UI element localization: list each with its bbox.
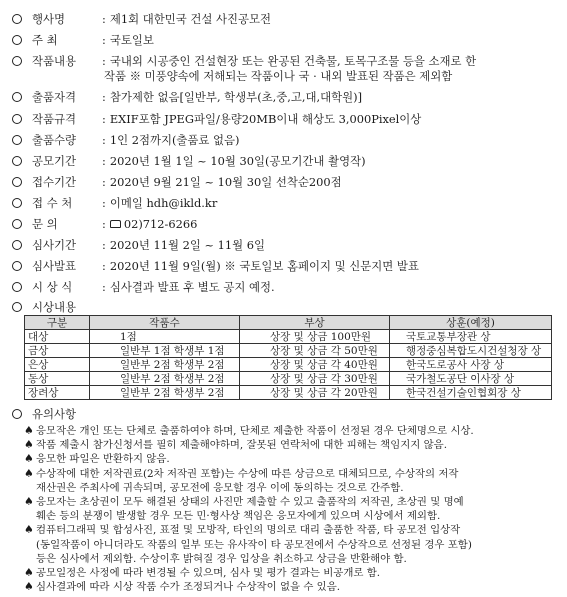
table-cell: 상장 및 상금 각 20만원: [240, 386, 390, 400]
table-row: [25, 372, 552, 386]
notes-heading: 유의사항: [32, 407, 77, 421]
circle-bullet-icon: [12, 302, 22, 312]
table-cell: 일반부 1점 학생부 1점: [90, 344, 240, 358]
note-item: ♠ 응모한 파일은 반환하지 않음.: [24, 452, 170, 466]
note-item-continued: 재산권은 주최사에 귀속되며, 공모전에 응모할 경우 이에 동의하는 것으로 간주함.: [36, 481, 404, 494]
info-label: 심사기간: [32, 238, 77, 252]
circle-bullet-icon: [12, 56, 22, 66]
table-header: 구분: [25, 316, 90, 330]
info-row-announcement: 심사발표 : 2020년 11월 9일(월) ※ 국토일보 홈페이지 및 신문지면 발표: [12, 259, 419, 273]
phone-icon: [110, 220, 121, 228]
circle-bullet-icon: [12, 219, 22, 229]
info-value: 이메일 hdh@ikld.kr: [109, 196, 218, 210]
info-value: 제1회 대한민국 건설 사진공모전: [109, 12, 271, 26]
circle-bullet-icon: [12, 261, 22, 271]
circle-bullet-icon: [12, 177, 22, 187]
table-row: [25, 358, 552, 372]
info-row-ceremony: 시 상 식 : 심사결과 발표 후 별도 공지 예정.: [12, 280, 275, 294]
circle-bullet-icon: [12, 156, 22, 166]
table-cell: 금상: [25, 344, 90, 358]
table-header: 작품수: [90, 316, 240, 330]
info-value: 2020년 11월 9일(월) ※ 국토일보 홈페이지 및 신문지면 발표: [109, 259, 419, 273]
info-row-eligibility: 출품자격 : 참가제한 없음[일반부, 학생부(초,중,고,대,대학원)]: [12, 90, 362, 104]
info-label: 시 상 식: [32, 280, 73, 294]
info-value: 참가제한 없음[일반부, 학생부(초,중,고,대,대학원)]: [109, 90, 363, 104]
info-label: 시상내용: [32, 300, 77, 314]
table-row: [25, 330, 552, 344]
info-label: 작품내용: [32, 54, 77, 68]
note-item: ♠ 응모작은 개인 또는 단체로 출품하여야 하며, 단체로 제출한 작품이 선정된 경우 단체명으로 시상.: [24, 424, 474, 437]
table-row: [25, 344, 552, 358]
circle-bullet-icon: [12, 240, 22, 250]
spade-icon: ♠: [24, 566, 34, 579]
spade-icon: ♠: [24, 438, 34, 452]
circle-bullet-icon: [12, 198, 22, 208]
note-item-continued: 훼손 등의 분쟁이 발생할 경우 모든 민·형사상 책임은 응모자에게 있으며 시상에서 제외함.: [36, 510, 441, 523]
info-row-content: 작품내용 : 국내외 시공중인 건설현장 또는 완공된 건축물, 토목구조물 등을 소재로 한: [12, 54, 476, 68]
info-value: 심사결과 발표 후 별도 공지 예정.: [109, 280, 275, 294]
info-value: 2020년 11월 2일 ~ 11월 6일: [109, 238, 265, 252]
circle-bullet-icon: [12, 35, 22, 45]
note-item: ♠ 심사결과에 따라 시상 작품 수가 조정되거나 수상작이 없을 수 있음.: [24, 580, 341, 594]
table-cell: 국토교통부장관 상: [390, 330, 552, 344]
spade-icon: ♠: [24, 580, 34, 594]
note-item-continued: (동일작품이 아니더라도 작품의 일부 또는 유사작이 타 공모전에서 수상작으로 선정된 경우 포함): [36, 538, 472, 551]
table-cell: 장려상: [25, 386, 90, 400]
info-label: 심사발표: [32, 259, 77, 273]
table-row: [25, 386, 552, 400]
circle-bullet-icon: [12, 14, 22, 24]
info-row-submission-address: 접 수 처 : 이메일 hdh@ikld.kr: [12, 196, 217, 210]
table-cell: 국가철도공단 이사장 상: [390, 372, 552, 386]
info-row-quantity: 출품수량 : 1인 2점까지(출품료 없음): [12, 133, 240, 147]
info-label: 주 최: [32, 33, 58, 47]
spade-icon: ♠: [24, 466, 34, 480]
info-value: 1인 2점까지(출품료 없음): [109, 133, 240, 147]
circle-bullet-icon: [12, 135, 22, 145]
table-cell: 상장 및 상금 각 30만원: [240, 372, 390, 386]
info-value: 2020년 9월 21일 ~ 10월 30일 선착순200점: [109, 175, 342, 189]
table-cell: 대상: [25, 330, 90, 344]
note-item: ♠ 작품 제출시 참가신청서를 필히 제출해야하며, 잘못된 연락처에 대한 피해는 책임지지 않음.: [24, 438, 448, 452]
table-header: 상훈(예정): [390, 316, 552, 330]
spade-icon: ♠: [24, 452, 34, 466]
info-row-inquiry: 문 의 : 02)712-6266: [12, 217, 197, 231]
table-cell: 상장 및 상금 100만원: [240, 330, 390, 344]
info-row-submission-period: 접수기간 : 2020년 9월 21일 ~ 10월 30일 선착순200점: [12, 175, 342, 189]
info-label: 접 수 처: [32, 196, 73, 210]
table-cell: 동상: [25, 372, 90, 386]
info-label: 접수기간: [32, 175, 77, 189]
info-label: 행사명: [32, 12, 66, 26]
table-cell: 상장 및 상금 각 40만원: [240, 358, 390, 372]
info-label: 문 의: [32, 217, 58, 231]
table-cell: 상장 및 상금 각 50만원: [240, 344, 390, 358]
table-cell: 은상: [25, 358, 90, 372]
circle-bullet-icon: [12, 114, 22, 124]
info-row-review-period: 심사기간 : 2020년 11월 2일 ~ 11월 6일: [12, 238, 265, 252]
info-label: 작품규격: [32, 112, 77, 126]
info-row-contest-period: 공모기간 : 2020년 1월 1일 ~ 10월 30일(공모기간내 촬영작): [12, 154, 366, 168]
info-row-event-name: 행사명 : 제1회 대한민국 건설 사진공모전: [12, 12, 271, 26]
table-cell: 일반부 2점 학생부 2점: [90, 358, 240, 372]
awards-table: [24, 315, 552, 400]
info-value: 02)712-6266: [123, 217, 198, 231]
info-label: 출품자격: [32, 90, 77, 104]
note-item: ♠ 수상작에 대한 저작권료(2차 저작권 포함)는 수상에 따른 상금으로 대체되므로, 수상작의 저작: [24, 466, 459, 480]
note-item: ♠ 공모일정은 사정에 따라 변경될 수 있으며, 심사 및 평가 결과는 비공개로 함.: [24, 566, 381, 579]
circle-bullet-icon: [12, 409, 22, 419]
info-label: 출품수량: [32, 133, 77, 147]
table-header-row: [25, 316, 552, 330]
info-row-spec: 작품규격 : EXIF포함 JPEG파일/용량20MB이내 해상도 3,000Pixel이상: [12, 112, 421, 126]
info-value: 국내외 시공중인 건설현장 또는 완공된 건축물, 토목구조물 등을 소재로 한: [109, 54, 477, 68]
circle-bullet-icon: [12, 92, 22, 102]
circle-bullet-icon: [12, 282, 22, 292]
note-item: ♠ 컴퓨터그래픽 및 합성사진, 표절 및 모방작, 타인의 명의로 대리 출품한 작품, 타 공모전 입상작: [24, 523, 461, 537]
spade-icon: ♠: [24, 523, 34, 537]
info-row-awards: [12, 300, 76, 314]
table-cell: 일반부 2점 학생부 2점: [90, 386, 240, 400]
info-value: 2020년 1월 1일 ~ 10월 30일(공모기간내 촬영작): [109, 154, 366, 168]
info-value-continued: 작품 ※ 미풍양속에 저해되는 작품이나 국 · 내외 발표된 작품은 제외함: [104, 69, 453, 83]
info-value: EXIF포함 JPEG파일/용량20MB이내 해상도 3,000Pixel이상: [109, 112, 422, 126]
note-item: ♠ 응모자는 초상권이 모두 해결된 상태의 사진만 제출할 수 있고 출품작의 저작권, 초상권 및 명예: [24, 495, 464, 508]
table-cell: 한국도로공사 사장 상: [390, 358, 552, 372]
table-cell: 한국건설기술인협회장 상: [390, 386, 552, 400]
table-cell: 행정중심복합도시건설청장 상: [390, 344, 552, 358]
notes-heading-row: [12, 407, 76, 421]
table-cell: 일반부 2점 학생부 2점: [90, 372, 240, 386]
note-item-continued: 등은 심사에서 제외함. 수상이후 밝혀질 경우 입상을 취소하고 상금을 반환해야 함.: [36, 552, 407, 565]
info-value: 국토일보: [109, 33, 154, 47]
spade-icon: ♠: [24, 424, 34, 437]
spade-icon: ♠: [24, 495, 34, 508]
table-header: 부상: [240, 316, 390, 330]
info-label: 공모기간: [32, 154, 77, 168]
table-cell: 1점: [90, 330, 240, 344]
info-row-host: 주 최 : 국토일보: [12, 33, 154, 47]
